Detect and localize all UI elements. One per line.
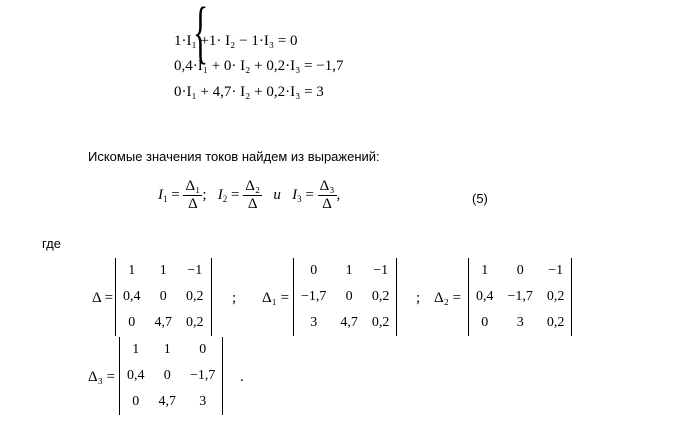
current-symbol-2: I — [217, 186, 223, 203]
fraction-2: $\frac{\text{Δ₂}}{\Delta}$ — [245, 178, 261, 212]
equation-number: (5) — [472, 191, 488, 206]
equation-row-2: 0,4·I₁ + 0· I₂ + 0,2·I₃ = −1,7 — [174, 58, 344, 74]
det-delta1-matrix: 0 1 −1 −1,7 0 0,2 3 4,7 0,2 — [293, 258, 397, 336]
det-delta-separator: ; — [232, 290, 237, 306]
det-delta-label: Δ = — [92, 290, 114, 306]
det-delta-matrix: 1 1 −1 0,4 0 0,2 0 4,7 0,2 — [115, 258, 212, 336]
intro-text: Искомые значения токов найдем из выражений: — [88, 149, 380, 164]
and-word: и — [273, 186, 281, 203]
where-text: где — [42, 236, 61, 251]
det-delta1-separator: ; — [416, 290, 421, 306]
equation-row-1: 1·I₁ +1· I₂ − 1·I₃ = 0 — [174, 33, 298, 49]
det-delta3-matrix: 1 1 0 0,4 0 −1,7 0 4,7 3 — [119, 337, 223, 415]
fraction-1: $\frac{\text{Δ₁}}{\Delta}$ — [185, 178, 201, 212]
current-symbol-3: I — [292, 186, 298, 203]
fraction-3: $\frac{\text{Δ₃}}{\Delta}$ — [319, 178, 335, 212]
det-delta1-label: Δ₁ = — [262, 290, 290, 306]
current-formulas: $I_1$ = $\frac{\text{Δ₁}}{\Delta}$ ; $I_2$ = $\frac{\text{Δ₂}}{\Delta}$ и $I_3$ = $\frac{\text{Δ₃}}{\Delta}$ , — [158, 178, 341, 212]
det-delta2-matrix: 1 0 −1 0,4 −1,7 0,2 0 3 0,2 — [468, 258, 572, 336]
left-brace: { — [193, 0, 209, 71]
det-delta2-label: Δ₂ = — [434, 290, 462, 306]
det-delta3-period: . — [240, 369, 244, 385]
det-delta3-label: Δ₃ = — [88, 369, 116, 385]
current-symbol-1: I — [158, 186, 163, 203]
equation-row-3: 0·I₁ + 4,7· I₂ + 0,2·I₃ = 3 — [174, 84, 324, 100]
